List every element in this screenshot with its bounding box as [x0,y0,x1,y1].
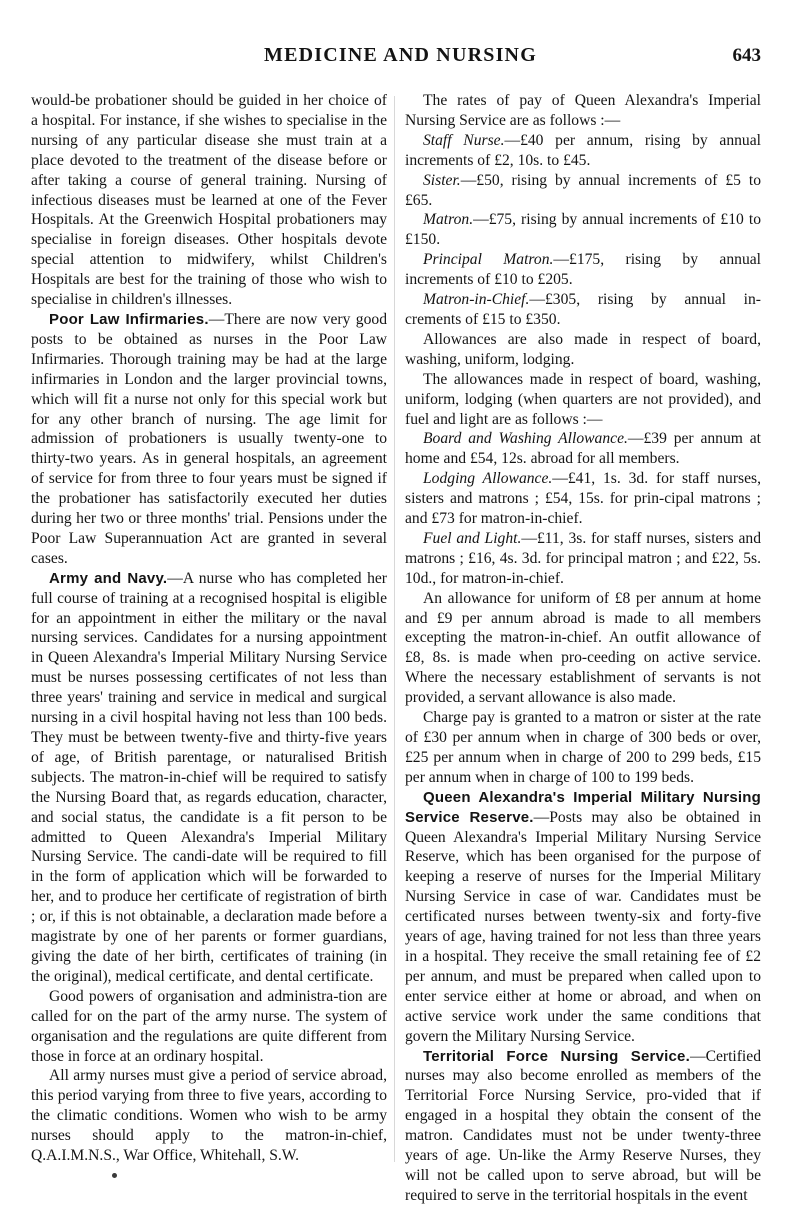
staff-nurse-label: Staff Nurse. [423,131,505,149]
allowance-fuel [405,529,761,589]
rate-matron-in-chief [405,290,761,330]
matron-text: —£75, rising by annual increments of £10 to £150. [405,211,761,249]
staff-nurse-text: —£40 per annum, rising by annual increments of £2, 10s. to £45. [405,131,761,169]
rate-matron [405,210,761,250]
heading-reserve: Queen Alexandra's Imperial Military Nursing Service Reserve. [405,788,761,826]
allowance-lodging [405,469,761,529]
right-column [405,91,761,1206]
paragraph-territorial [405,1047,761,1206]
matron-in-chief-label: Matron-in-Chief. [423,291,530,309]
principal-matron-label: Principal Matron. [423,251,554,269]
page-number: 643 [732,45,761,66]
territorial-text: —Certified nurses may also become enrolled as members of the Territorial Force Nursing Service, pro-vided that if engaged in a hospital they obtain the consent of the matron. Candidates must not be under twenty-three years of age. Un-like the Army Reserve Nurses, they will not be called upon to serve abroad, but will be required to serve in the territorial hospitals in the event [405,1047,761,1204]
column-divider [394,96,395,1162]
ink-speck [112,1173,117,1178]
paragraph-specialise: would-be probationer should be guided in her choice of a hospital. For instance, if she wishes to specialise in the nursing of any particular disease she must train at a place devoted to the treatment of the disease before or after taking a course of general training. Nursing of infectious diseases must be learned at one of the Fever Hospitals. At the Greenwich Hospital probationers may specialise in foreign diseases. Other hospitals devote special attention to midwifery, whilst Children's Hospitals are best for the training of those who wish to specialise in children's illnesses. [31,92,387,309]
army-navy-text: —A nurse who has completed her full course of training at a recognised hospital is eligible for an appointment in either the military or the naval nursing services. Candidates for a nursing appointment in Queen Alexandra's Imperial Military Nursing Service must be nurses possessing certificates of not less than three years' training and service in medical and surgical nursing in a civil hospital having not less than 100 beds. They must be between twenty-five and thirty-five years of age, of British parentage, or naturalised British subjects. The matron-in-chief will be required to satisfy the Nursing Board that, as regards education, character, and social status, the candidate is a fit person to be admitted to Queen Alexandra's Imperial Military Nursing Service. The candi-date will be required to fill in the form of application which will be forwarded to her, and to produce her certificate of registration of birth ; or, if this is not obtainable, a declaration made before a magistrate by one of her parents or former guardians, giving the date of her birth, certificates of training (in the original), medical certificate, and dental certificate. [31,569,387,985]
allowance-board [405,429,761,469]
heading-poor-law: Poor Law Infirmaries. [49,310,209,328]
sister-text: —£50, rising by annual increments of £5 to £65. [405,171,761,209]
paragraph-uniform: An allowance for uniform of £8 per annum at home and £9 per annum abroad is made to all members excepting the matron-in-chief. An outfit allowance of £8, 8s. is made when pro-ceeding on active service. Where the necessary establishment of servants is not provided, a servant allowance is also made. [405,589,761,707]
sister-label: Sister. [423,171,461,189]
heading-army-navy: Army and Navy. [49,569,168,587]
board-label: Board and Washing Allowance. [423,430,628,448]
matron-label: Matron. [423,211,474,229]
left-column [31,91,387,1166]
paragraph-charge-pay: Charge pay is granted to a matron or sister at the rate of £30 per annum when in charge of 300 beds or over, £25 per annum when in charge of 200 to 299 beds, £15 per annum when in charge of 100 to 199 beds. [405,709,761,786]
paragraph-reserve [405,788,761,1047]
fuel-label: Fuel and Light. [423,529,522,547]
paragraph-organisation: Good powers of organisation and administra-tion are called for on the part of the army nurse. The system of organisation and the regulations are quite different from those in force at an ordinary hospital. [31,987,387,1065]
rate-staff-nurse [405,131,761,171]
lodging-label: Lodging Allowance. [423,470,553,488]
rate-sister [405,171,761,211]
poor-law-text: —There are now very good posts to be obtained as nurses in the Poor Law Infirmaries. Thorough training may be had at the large infirmaries in London and the larger provincial towns, which will fit a nurse not only for this special work but for any other branch of nursing. The age limit for admission of probationers is usually twenty-one to thirty-two years. As in general hospitals, an agreement of service for from three to four years must be signed if the probationer has satisfactorily executed her duties during her two or three months' trial. Pensions under the Poor Law Superannuation Act are granted in several cases. [31,310,387,567]
paragraph-army-navy [31,569,387,987]
lodging-text: —£41, 1s. 3d. for staff nurses, sisters and matrons ; £54, 15s. for prin-cipal matrons ; and £73 for matron-in-chief. [405,470,761,528]
reserve-text: —Posts may also be obtained in Queen Alexandra's Imperial Military Nursing Service Reserve, which has been organised for the purpose of keeping a reserve of nurses for the Imperial Military Nursing Service in case of war. Candidates must be certificated nurses between twenty-six and forty-five years of age, having trained for not less than three years in a hospital. They receive the small retaining fee of £2 per annum, and must be prepared when called upon to enter service either at home or abroad, and when on active service work under the same conditions that govern the Military Nursing Service. [405,808,761,1045]
paragraph-service-abroad: All army nurses must give a period of service abroad, this period varying from three to five years, according to the climatic conditions. Women who wish to be army nurses should apply to the matron-in-chief, Q.A.I.M.N.S., War Office, Whitehall, S.W. [31,1067,387,1165]
matron-in-chief-text: —£305, rising by annual in-crements of £15 to £350. [405,291,761,328]
principal-matron-text: —£175, rising by annual increments of £10 to £205. [405,251,761,289]
paragraph-poor-law [31,310,387,569]
rate-principal-matron [405,250,761,290]
board-text: —£39 per annum at home and £54, 12s. abroad for all members. [405,430,761,468]
running-head: MEDICINE AND NURSING [264,44,537,66]
paragraph-allowances-detail: The allowances made in respect of board, washing, uniform, lodging (when quarters are not provided), and fuel and light are as follows :— [405,370,761,428]
page-header [0,0,801,70]
paragraph-allowances: Allowances are also made in respect of board, washing, uniform, lodging. [405,330,761,368]
paragraph-rates-intro: The rates of pay of Queen Alexandra's Imperial Nursing Service are as follows :— [405,92,761,129]
fuel-text: —£11, 3s. for staff nurses, sisters and matrons ; £16, 4s. 3d. for principal matron ; and £22, 5s. 10d., for matron-in-chief. [405,529,762,587]
heading-territorial: Territorial Force Nursing Service. [423,1047,690,1065]
